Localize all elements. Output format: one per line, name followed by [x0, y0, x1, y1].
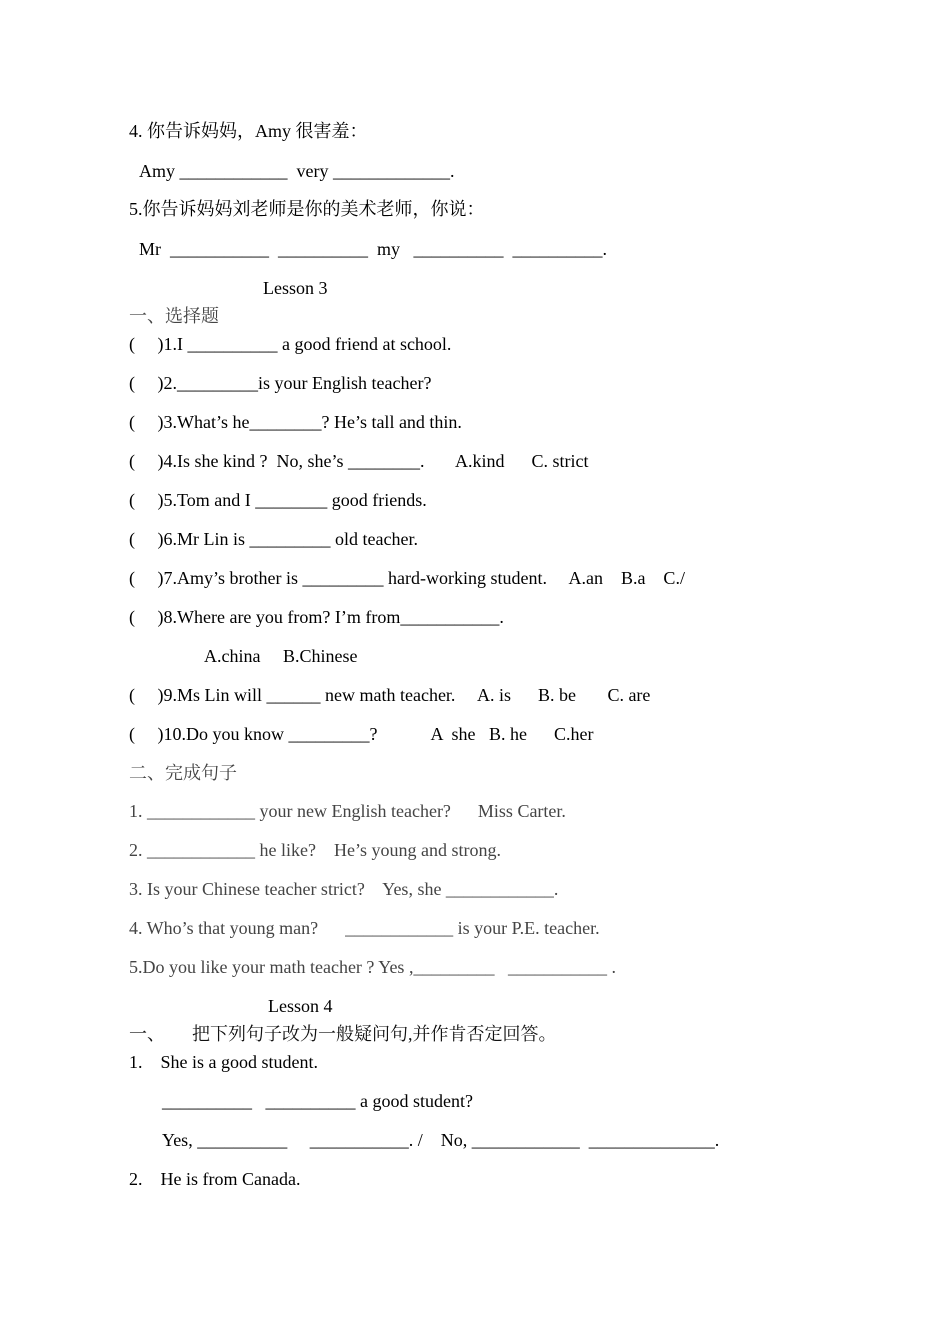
- choice-8-options: A.china B.Chinese: [204, 646, 358, 666]
- q5-answer-line: Mr ___________ __________ my __________ __________.: [139, 239, 607, 259]
- lesson4-item-1-answers: Yes, __________ ___________. / No, ____________ ______________.: [162, 1130, 720, 1150]
- complete-2: 2. ____________ he like? He’s young and strong.: [129, 840, 501, 860]
- q4-answer-line: Amy ____________ very _____________.: [139, 161, 455, 181]
- choice-8: ( )8.Where are you from? I’m from___________.: [129, 607, 504, 627]
- lesson4-title: Lesson 4: [268, 996, 333, 1016]
- choice-3: ( )3.What’s he________? He’s tall and thin.: [129, 412, 462, 432]
- lesson3-title: Lesson 3: [263, 278, 328, 298]
- q5-prompt: 5.你告诉妈妈刘老师是你的美术老师，你说：: [129, 199, 485, 219]
- complete-4: 4. Who’s that young man? ____________ is your P.E. teacher.: [129, 918, 600, 938]
- lesson4-item-1: 1. She is a good student.: [129, 1052, 318, 1072]
- choice-9: ( )9.Ms Lin will ______ new math teacher. A. is B. be C. are: [129, 685, 651, 705]
- lesson4-part1-heading: 一、 把下列句子改为一般疑问句,并作肯否定回答。: [129, 1024, 557, 1044]
- lesson4-item-1-question: __________ __________ a good student?: [162, 1091, 473, 1111]
- complete-5: 5.Do you like your math teacher ? Yes ,_________ ___________ .: [129, 957, 616, 977]
- lesson4-item-2: 2. He is from Canada.: [129, 1169, 301, 1189]
- choice-1: ( )1.I __________ a good friend at school.: [129, 334, 452, 354]
- choice-7: ( )7.Amy’s brother is _________ hard-working student. A.an B.a C./: [129, 568, 685, 588]
- choice-10: ( )10.Do you know _________? A she B. he C.her: [129, 724, 594, 744]
- lesson3-part1-heading: 一、选择题: [129, 306, 219, 326]
- choice-6: ( )6.Mr Lin is _________ old teacher.: [129, 529, 418, 549]
- choice-5: ( )5.Tom and I ________ good friends.: [129, 490, 427, 510]
- choice-4: ( )4.Is she kind ? No, she’s ________. A.kind C. strict: [129, 451, 589, 471]
- choice-2: ( )2._________is your English teacher?: [129, 373, 432, 393]
- lesson3-part2-heading: 二、完成句子: [129, 763, 237, 783]
- complete-3: 3. Is your Chinese teacher strict? Yes, she ____________.: [129, 879, 559, 899]
- q4-prompt: 4. 你告诉妈妈，Amy 很害羞：: [129, 121, 368, 141]
- complete-1: 1. ____________ your new English teacher? Miss Carter.: [129, 801, 566, 821]
